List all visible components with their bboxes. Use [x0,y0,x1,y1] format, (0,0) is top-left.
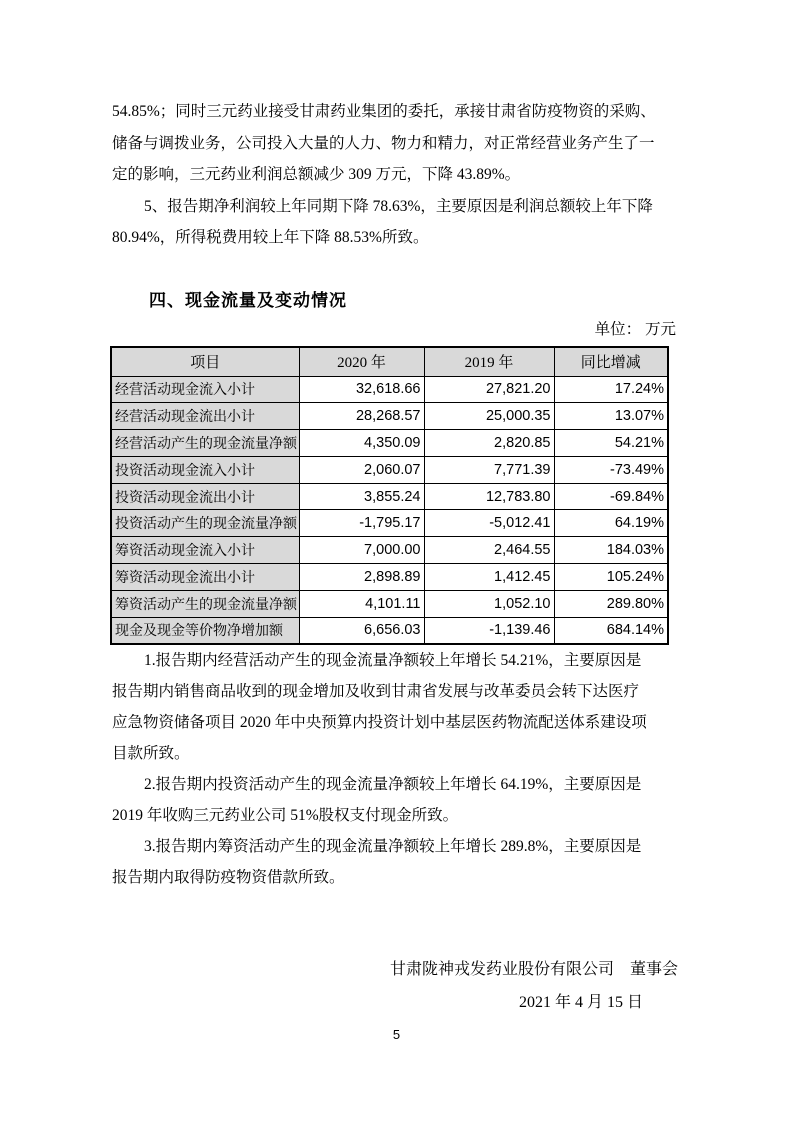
row-value: -69.84% [554,483,668,510]
row-value: 28,268.57 [299,403,424,430]
table-row [111,483,668,510]
row-value: 13.07% [554,403,668,430]
row-value: 12,783.80 [424,483,554,510]
row-value: 7,771.39 [424,456,554,483]
row-item-label: 经营活动产生的现金流量净额 [111,430,299,457]
table-row [111,510,668,537]
header-yoy-change: 同比增减 [554,347,668,376]
text-line: 2019 年收购三元药业公司 51%股权支付现金所致。 [112,807,459,824]
signature-company: 甘肃陇神戎发药业股份有限公司 董事会 [389,961,678,978]
text-line: 报告期内销售商品收到的现金增加及收到甘肃省发展与改革委员会转下达医疗 [112,683,640,700]
note-investing-cash-flow [112,769,678,831]
row-item-label: 投资活动产生的现金流量净额 [111,510,299,537]
text-line: 80.94%，所得税费用较上年下降 88.53%所致。 [112,229,429,246]
text-line: 1.报告期内经营活动产生的现金流量净额较上年增长 54.21%，主要原因是 [144,652,642,669]
notes-text-block [112,645,678,893]
row-item-label: 筹资活动现金流入小计 [111,537,299,564]
row-value: 1,052.10 [424,590,554,617]
row-value: 64.19% [554,510,668,537]
row-value: 27,821.20 [424,376,554,403]
table-header-row [111,347,668,376]
text-line: 应急物资储备项目 2020 年中央预算内投资计划中基层医药物流配送体系建设项 [112,714,647,731]
row-item-label: 筹资活动现金流出小计 [111,564,299,591]
note-financing-cash-flow [112,831,678,893]
row-value: 3,855.24 [299,483,424,510]
row-value: -1,139.46 [424,617,554,644]
row-value: 2,820.85 [424,430,554,457]
text-line: 3.报告期内筹资活动产生的现金流量净额较上年增长 289.8%，主要原因是 [144,838,642,855]
text-line: 2.报告期内投资活动产生的现金流量净额较上年增长 64.19%，主要原因是 [144,776,642,793]
paragraph-net-profit-decline [112,191,678,254]
page-number: 5 [392,1027,401,1042]
text-line: 5、报告期净利润较上年同期下降 78.63%，主要原因是利润总额较上年下降 [144,197,653,215]
row-value: 2,060.07 [299,456,424,483]
table-row [111,430,668,457]
signature-date: 2021 年 4 月 15 日 [518,994,643,1011]
row-value: 6,656.03 [299,617,424,644]
row-item-label: 筹资活动产生的现金流量净额 [111,590,299,617]
table-row [111,456,668,483]
row-value: 54.21% [554,430,668,457]
cash-flow-table [110,346,669,645]
row-value: 7,000.00 [299,537,424,564]
section-title-cash-flow: 四、现金流量及变动情况 [149,291,347,310]
text-line: 目款所致。 [112,745,190,762]
row-value: 17.24% [554,376,668,403]
text-line: 54.85%；同时三元药业接受甘肃药业集团的委托，承接甘肃省防疫物资的采购、 [112,103,656,120]
row-item-label: 投资活动现金流出小计 [111,483,299,510]
row-value: 4,101.11 [299,590,424,617]
row-value: -73.49% [554,456,668,483]
row-value: 2,464.55 [424,537,554,564]
header-2019: 2019 年 [424,347,554,376]
row-value: 184.03% [554,537,668,564]
table-row [111,537,668,564]
table-row [111,590,668,617]
table-row [111,617,668,644]
unit-label: 单位： 万元 [594,321,676,338]
header-2020: 2020 年 [299,347,424,376]
row-value: 25,000.35 [424,403,554,430]
header-item: 项目 [111,347,299,376]
row-item-label: 投资活动现金流入小计 [111,456,299,483]
intro-text-block [112,96,678,254]
row-value: 684.14% [554,617,668,644]
row-value: 289.80% [554,590,668,617]
row-value: 2,898.89 [299,564,424,591]
text-line: 定的影响，三元药业利润总额减少 309 万元，下降 43.89%。 [112,166,521,183]
table-row [111,564,668,591]
text-line: 储备与调拨业务，公司投入大量的人力、物力和精力，对正常经营业务产生了一 [112,134,655,152]
table-row [111,403,668,430]
row-value: 1,412.45 [424,564,554,591]
row-value: 32,618.66 [299,376,424,403]
row-item-label: 现金及现金等价物净增加额 [111,617,299,644]
paragraph-subsidiary-impact [112,96,678,191]
text-line: 报告期内取得防疫物资借款所致。 [112,869,345,886]
row-item-label: 经营活动现金流出小计 [111,403,299,430]
row-value: 4,350.09 [299,430,424,457]
row-value: 105.24% [554,564,668,591]
note-operating-cash-flow [112,645,678,769]
table-row [111,376,668,403]
row-value: -5,012.41 [424,510,554,537]
row-item-label: 经营活动现金流入小计 [111,376,299,403]
row-value: -1,795.17 [299,510,424,537]
